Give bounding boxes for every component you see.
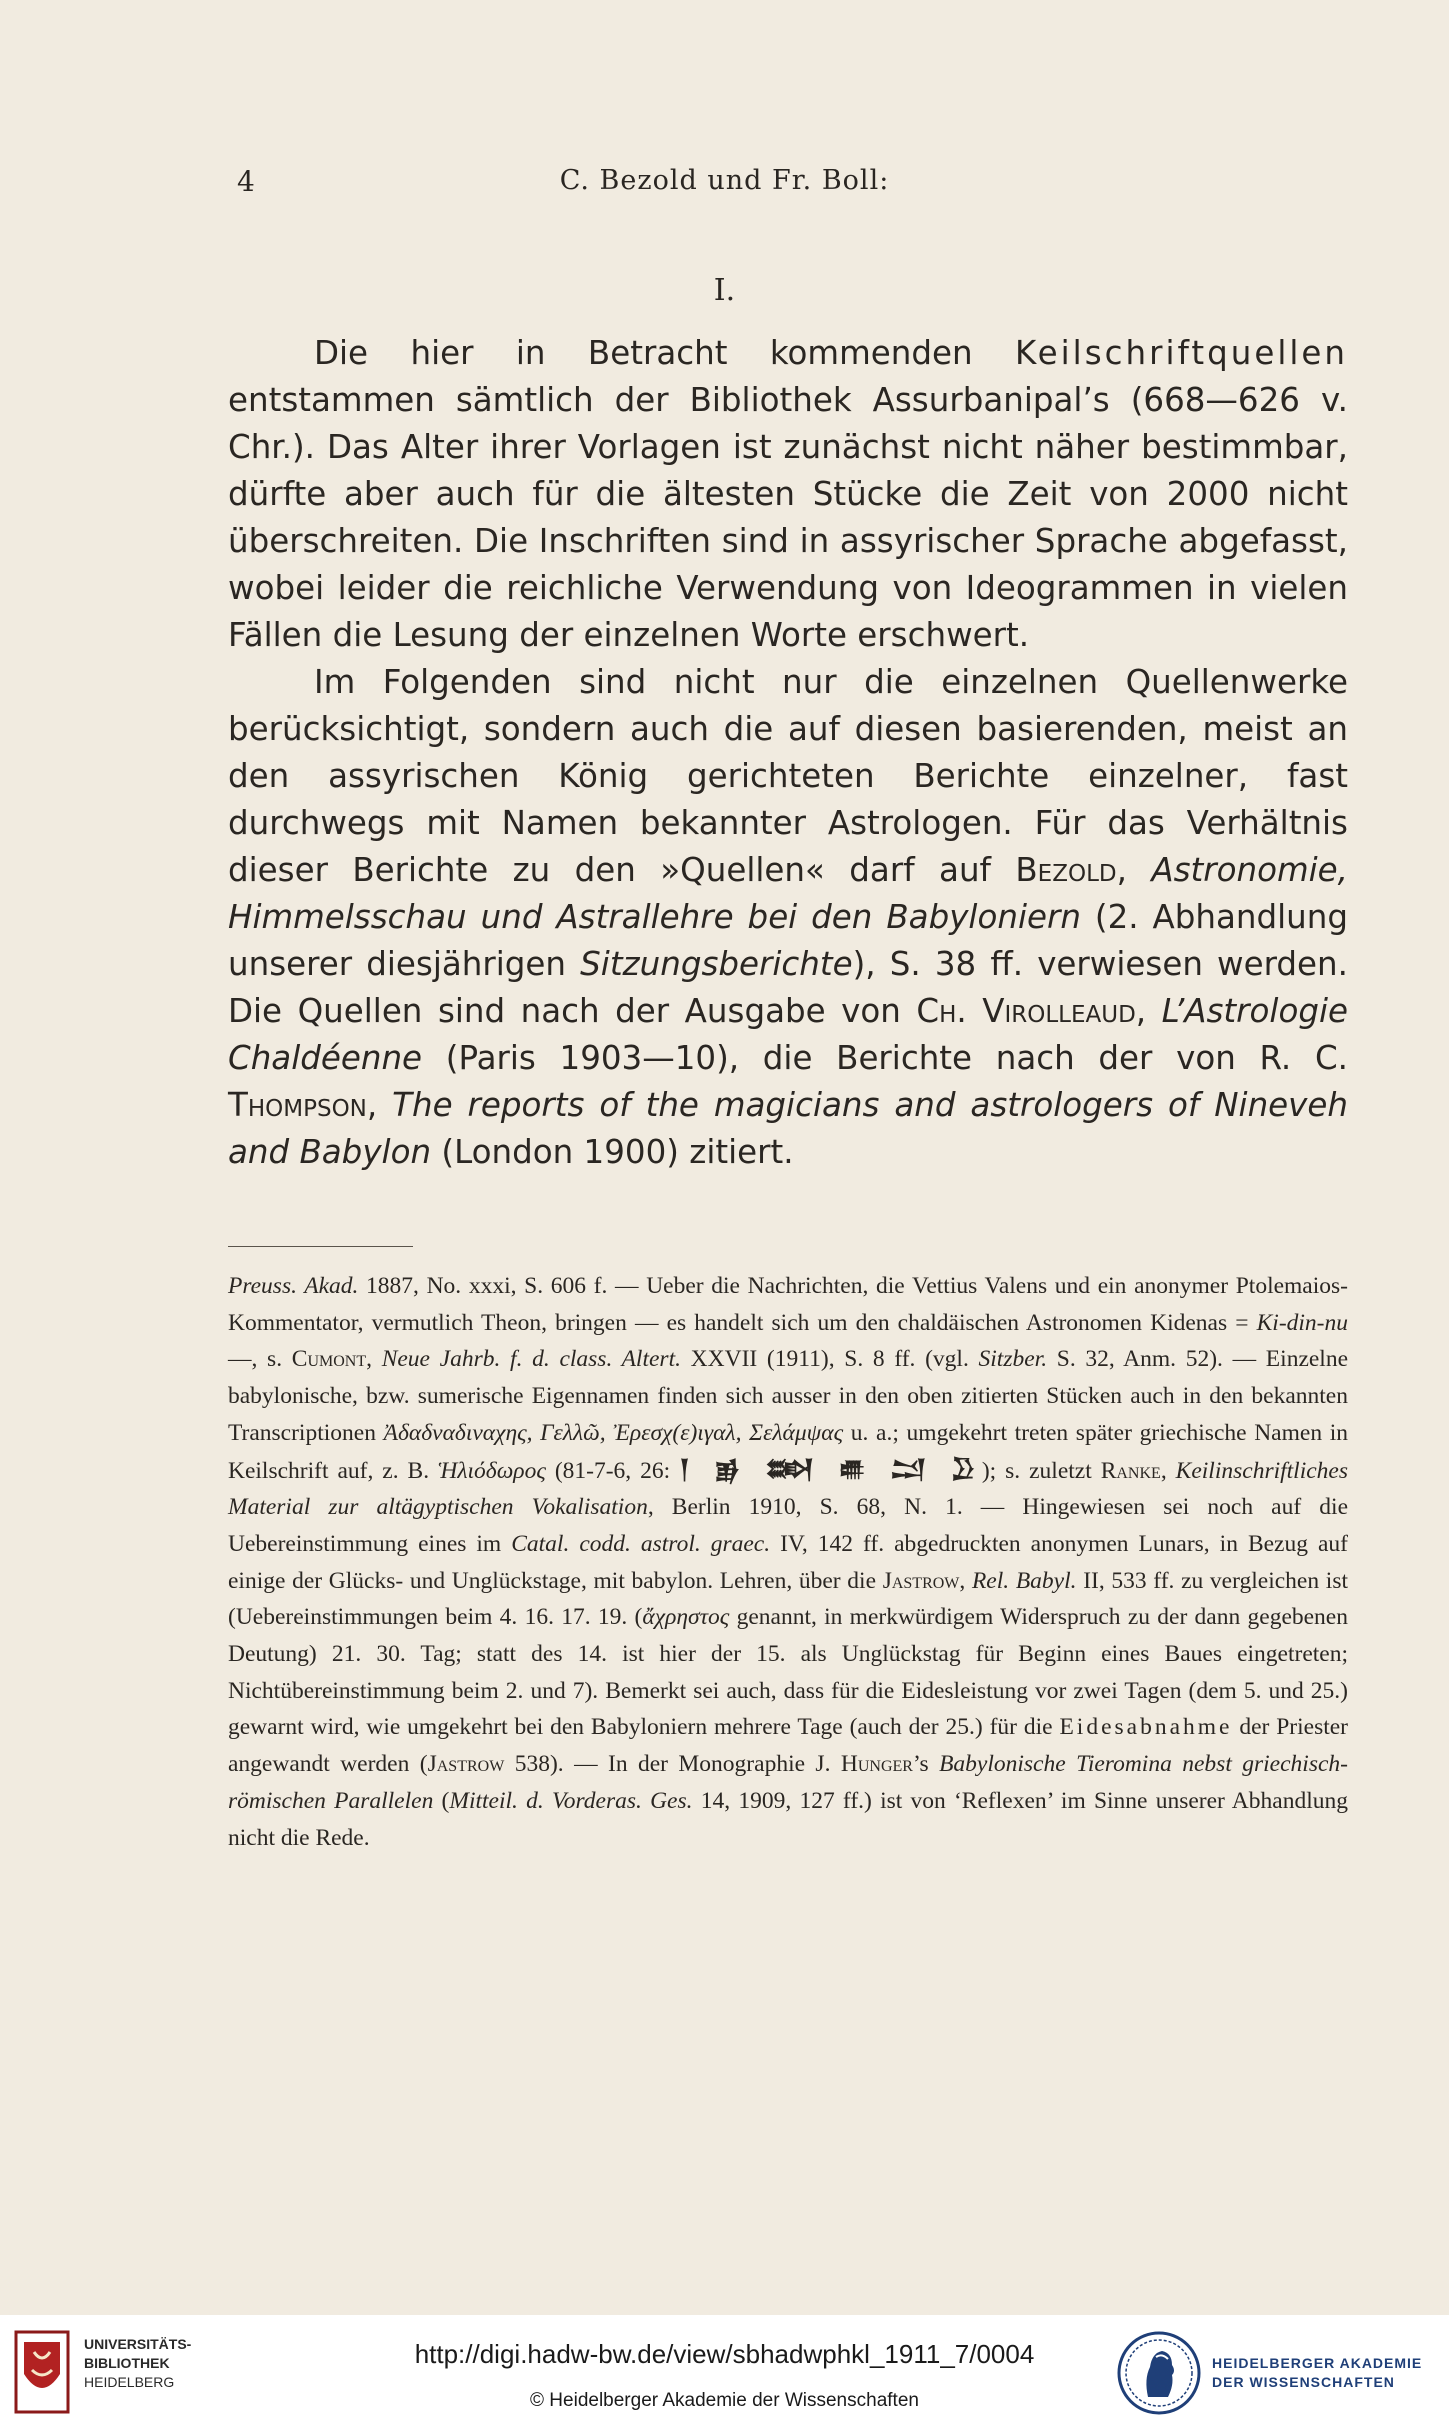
text: (2. Abhandlung unserer diesjährigen: [228, 898, 1349, 983]
greek-name: Ἡλιόδωρος: [438, 1457, 546, 1484]
source-url[interactable]: http://digi.hadw-bw.de/view/sbhadwphkl_1911_7/0004: [414, 2339, 1035, 2369]
footer-bar: [0, 2315, 1449, 2435]
text: genannt, in merkwürdigem Widerspruch zu der dann gegebenen Deutung) 21. 30. Tag; statt des 14. ist hier der 15. als Unglückstag für Beginn eines Baues eingetreten; Nichtübereinstimmung beim 2. und 7). Bemerkt sei auch, dass für die Eidesleistung vor zwei Tagen (dem 5. und 25.) gewarnt wird, wie umgekehrt bei den Babyloniern mehrere Tage (auch der 25.) für die: [228, 1604, 1348, 1741]
section-title: I.: [713, 273, 736, 308]
citation: Babylonische Tieromina nebst griechisch-römischen Parallelen: [228, 1751, 1348, 1814]
citation: Mitteil. d. Vorderas. Ges.: [449, 1787, 693, 1814]
text: ,: [1116, 851, 1152, 889]
paragraph-1: [228, 330, 1348, 659]
author-name: Bezold: [1015, 851, 1117, 889]
spaced-term: Eidesabnahme: [1059, 1714, 1233, 1741]
footnote-text: [228, 1268, 1348, 1856]
text: (81-7-6, 26:: [545, 1457, 680, 1484]
text: ,: [959, 1567, 972, 1594]
spaced-term: Keilschriftquellen: [1014, 334, 1348, 372]
academy-name: [1212, 2354, 1422, 2392]
text: (London 1900) zitiert.: [431, 1133, 794, 1171]
text: Die hier in Betracht kommenden: [314, 334, 1015, 372]
author-name: Thompson: [228, 1086, 367, 1124]
text: 1887, No. xxxi, S. 606 f. — Ueber die Nachrichten, die Vettius Valens und ein anonymer Ptolemaios-Kommentator, vermutlich Theon, bringen — es handelt sich um den chaldäischen Astronomen Kidenas =: [228, 1273, 1348, 1336]
text: ); s. zuletzt: [981, 1457, 1101, 1484]
publication-title: Sitzungsberichte: [580, 945, 853, 983]
citation: Preuss. Akad.: [228, 1273, 359, 1299]
copyright-notice: © Heidelberger Akademie der Wissenschaften: [530, 2390, 919, 2411]
page-header: [0, 165, 1449, 205]
university-line: BIBLIOTHEK: [84, 2355, 170, 2371]
citation: Rel. Babyl.: [971, 1567, 1077, 1594]
author-name: Jastrow: [882, 1567, 960, 1594]
text: entstammen sämtlich der Bibliothek Assurbanipal’s (668—626 v. Chr.). Das Alter ihrer Vorlagen ist zunächst nicht näher bestimmbar, dürfte aber auch für die ältesten Stücke die Zeit von 2000 nicht überschreiten. Die Inschriften sind in assyrischer Sprache abgefasst, wobei leider die reichliche Verwendung von Ideogrammen in vielen Fällen die Lesung der einzelnen Worte erschwert.: [228, 381, 1348, 654]
university-line: UNIVERSITÄTS-: [84, 2336, 192, 2352]
text: (: [433, 1787, 450, 1814]
paragraph-2: [228, 659, 1348, 1176]
text: , Berlin 1910, S. 68, N. 1. — Hingewiesen sei noch auf die Uebereinstimmung eines im: [228, 1494, 1348, 1557]
author-name: Cumont: [291, 1346, 367, 1373]
citation: Sitzber.: [978, 1346, 1048, 1373]
footnote-divider: [228, 1246, 413, 1247]
greek-names: Ἀδαδναδιναχης, Γελλῶ, Ἐρεσχ(ε)ιγαλ, Σελάμψας: [383, 1419, 844, 1446]
page-number: 4: [237, 165, 255, 198]
text: ), S. 38 ff. verwiesen werden. Die Quellen sind nach der Ausgabe von: [228, 945, 1348, 1030]
academy-line: DER WISSENSCHAFTEN: [1212, 2374, 1395, 2390]
author-name: Hunger: [840, 1751, 913, 1778]
author-name: Ch. Virolleaud: [916, 992, 1136, 1030]
book-title: The reports of the magicians and astrologers of Nineveh and Babylon: [228, 1086, 1349, 1171]
text: Im Folgenden sind nicht nur die einzelnen Quellenwerke berücksichtigt, sondern auch die auf diesen basierenden, meist an den assyrischen König gerichteten Berichte einzelner, fast durchwegs mit Namen bekannter Astrologen. Für das Verhältnis dieser Berichte zu den »Quellen« darf auf: [228, 663, 1348, 889]
text: 538). — In der Monographie J.: [504, 1751, 841, 1778]
citation: Neue Jahrb. f. d. class. Altert.: [381, 1346, 681, 1373]
text: IV, 142 ff. abgedruckten anonymen Lunars, in Bezug auf einige der Glücks- und Unglückstage, mit babylon. Lehren, über die: [228, 1530, 1348, 1594]
text: ’s: [912, 1751, 940, 1778]
citation: Keilinschriftliches Material zur altägyptischen Vokalisation: [228, 1457, 1348, 1521]
author-name: Ranke: [1100, 1457, 1161, 1484]
text: II, 533 ff. zu vergleichen ist (Uebereinstimmungen beim 4. 16. 17. 19. (: [228, 1567, 1348, 1631]
cuneiform-signs: 𒁹 𒂊 𒇷 𒌑 𒁺 𒊒: [679, 1454, 982, 1485]
transliteration: Ki-din-nu: [1256, 1309, 1348, 1336]
running-head: C. Bezold und Fr. Boll:: [559, 165, 890, 196]
text: —, s.: [228, 1346, 292, 1373]
footnote: [228, 1268, 1348, 1856]
main-text: [228, 330, 1348, 1176]
book-title: Astronomie, Himmelsschau und Astrallehre bei den Babyloniern: [228, 851, 1348, 936]
text: ,: [366, 1346, 382, 1373]
text: ,: [1160, 1457, 1176, 1484]
text: der Priester angewandt werden (: [228, 1714, 1349, 1778]
text: u. a.; umgekehrt treten später griechische Namen in Keilschrift auf, z. B.: [228, 1419, 1348, 1484]
text: XXVII (1911), S. 8 ff. (vgl.: [680, 1346, 979, 1373]
text: S. 32, Anm. 52). — Einzelne babylonische, bzw. sumerische Eigennamen finden sich ausser in den oben zitierten Stücken auch in den bekannten Transcriptionen: [228, 1346, 1349, 1446]
text: 14, 1909, 127 ff.) ist von ‘Reflexen’ im Sinne unserer Abhandlung nicht die Rede.: [228, 1787, 1348, 1851]
citation: Catal. codd. astrol. graec.: [511, 1530, 771, 1557]
greek-word: ἄχρηστος: [642, 1604, 730, 1631]
author-name: Jastrow: [427, 1751, 505, 1778]
text: ,: [1135, 992, 1162, 1030]
text: (Paris 1903—10), die Berichte nach der von R. C.: [422, 1039, 1348, 1077]
book-title: L’Astrologie Chaldéenne: [228, 992, 1348, 1077]
academy-line: HEIDELBERGER AKADEMIE: [1212, 2355, 1423, 2371]
university-line: HEIDELBERG: [84, 2374, 175, 2390]
text: ,: [366, 1086, 393, 1124]
academy-seal-icon: [1116, 2327, 1202, 2419]
